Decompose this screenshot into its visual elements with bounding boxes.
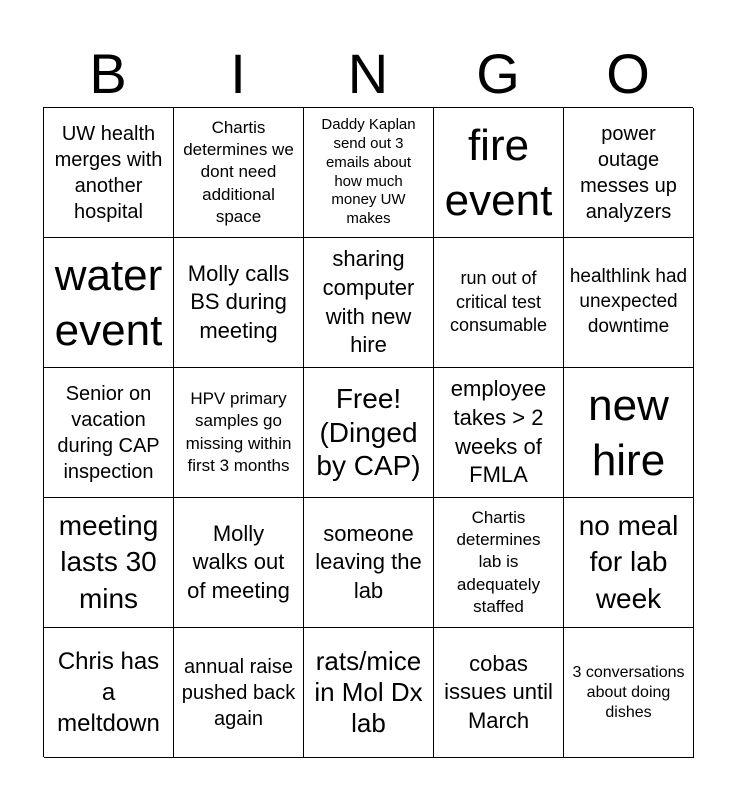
cell-text: rats/mice in Mol Dx lab bbox=[314, 645, 423, 739]
cell-text: power outage messes up analyzers bbox=[580, 122, 677, 223]
cell-text: water event bbox=[54, 250, 163, 355]
cell-text: 3 conversations about doing dishes bbox=[572, 663, 685, 721]
bingo-cell[interactable] bbox=[44, 628, 174, 758]
bingo-cell[interactable] bbox=[44, 238, 174, 368]
cell-text: no meal for lab week bbox=[578, 509, 679, 614]
bingo-cell[interactable] bbox=[564, 238, 694, 368]
cell-text: Chartis determines we dont need additional space bbox=[183, 118, 294, 226]
bingo-cell[interactable] bbox=[434, 238, 564, 368]
cell-text: Senior on vacation during CAP inspection bbox=[57, 382, 160, 483]
bingo-cell[interactable] bbox=[304, 368, 434, 498]
header-letter-o: O bbox=[606, 42, 650, 105]
cell-text: sharing computer with new hire bbox=[322, 246, 415, 358]
bingo-grid bbox=[43, 107, 693, 757]
bingo-cell[interactable] bbox=[434, 108, 564, 238]
cell-text: Chartis determines lab is adequately staffed bbox=[456, 508, 541, 616]
bingo-cell[interactable] bbox=[434, 498, 564, 628]
bingo-cell[interactable] bbox=[564, 368, 694, 498]
bingo-cell[interactable] bbox=[44, 498, 174, 628]
bingo-cell[interactable] bbox=[44, 108, 174, 238]
bingo-cell[interactable] bbox=[174, 108, 304, 238]
cell-text: fire event bbox=[444, 120, 553, 225]
cell-text: employee takes > 2 weeks of FMLA bbox=[450, 376, 547, 488]
bingo-cell[interactable] bbox=[564, 628, 694, 758]
bingo-cell[interactable] bbox=[304, 238, 434, 368]
bingo-cell[interactable] bbox=[564, 498, 694, 628]
bingo-cell[interactable] bbox=[174, 238, 304, 368]
cell-text: annual raise pushed back again bbox=[181, 655, 296, 730]
cell-text: new hire bbox=[588, 380, 669, 485]
cell-text: UW health merges with another hospital bbox=[54, 122, 163, 223]
bingo-cell[interactable] bbox=[564, 108, 694, 238]
cell-text: Daddy Kaplan send out 3 emails about how much money UW makes bbox=[321, 116, 416, 227]
bingo-cell[interactable] bbox=[304, 498, 434, 628]
bingo-cell[interactable] bbox=[304, 628, 434, 758]
cell-text: HPV primary samples go missing within first 3 months bbox=[185, 389, 292, 475]
bingo-cell[interactable] bbox=[304, 108, 434, 238]
cell-text: Molly walks out of meeting bbox=[187, 520, 290, 603]
bingo-cell[interactable] bbox=[434, 368, 564, 498]
header-letter-i: I bbox=[230, 42, 246, 105]
cell-text: cobas issues until March bbox=[444, 650, 553, 733]
bingo-cell[interactable] bbox=[174, 628, 304, 758]
header-letter-g: G bbox=[476, 42, 520, 105]
cell-text: Chris has a meltdown bbox=[57, 647, 160, 738]
bingo-cell[interactable] bbox=[174, 368, 304, 498]
bingo-cell[interactable] bbox=[44, 368, 174, 498]
cell-text: someone leaving the lab bbox=[315, 520, 422, 603]
cell-text: meeting lasts 30 mins bbox=[58, 509, 159, 614]
header-letter-b: B bbox=[89, 42, 127, 105]
cell-text: Molly calls BS during meeting bbox=[187, 260, 290, 343]
bingo-cell[interactable] bbox=[434, 628, 564, 758]
cell-text: run out of critical test consumable bbox=[449, 268, 548, 336]
cell-text: healthlink had unexpected downtime bbox=[569, 266, 688, 337]
bingo-header bbox=[43, 42, 693, 106]
bingo-cell[interactable] bbox=[174, 498, 304, 628]
cell-text: Free! (Dinged by CAP) bbox=[316, 383, 421, 482]
header-letter-n: N bbox=[347, 42, 389, 105]
